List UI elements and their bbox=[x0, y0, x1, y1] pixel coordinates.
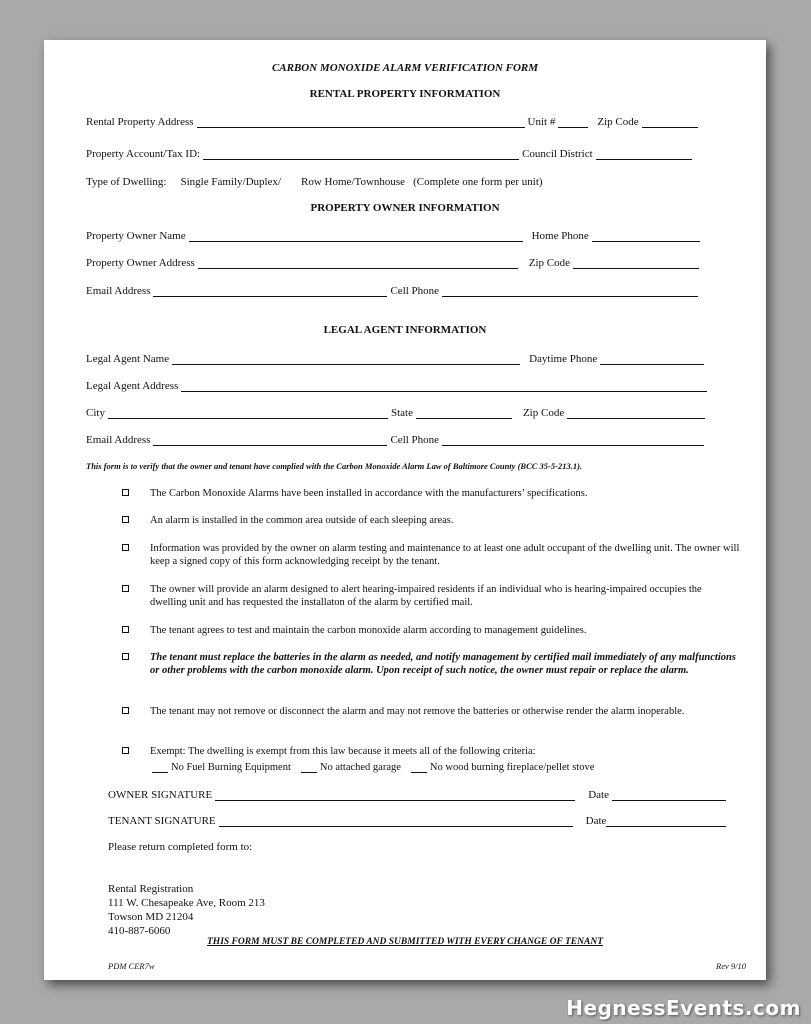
city-label: City bbox=[86, 407, 105, 419]
agent-email-field[interactable] bbox=[153, 434, 387, 446]
state-label: State bbox=[390, 407, 413, 419]
owner-signature-label: OWNER SIGNATURE bbox=[108, 789, 213, 801]
owner-email-row bbox=[86, 283, 701, 297]
owner-address-field[interactable] bbox=[198, 257, 518, 269]
checkbox[interactable] bbox=[122, 707, 129, 714]
agent-zip-field[interactable] bbox=[567, 407, 705, 419]
agent-name-label: Legal Agent Name bbox=[86, 353, 170, 365]
owner-signature-field[interactable] bbox=[215, 789, 575, 801]
dwelling-option-row[interactable]: Row Home/Townhouse bbox=[301, 176, 406, 188]
daytime-phone-field[interactable] bbox=[600, 353, 704, 365]
owner-date-field[interactable] bbox=[612, 789, 726, 801]
checkbox[interactable] bbox=[122, 516, 129, 523]
agent-cell-label: Cell Phone bbox=[390, 434, 440, 446]
agent-city-row bbox=[86, 405, 708, 419]
rental-address-label: Rental Property Address bbox=[86, 116, 194, 128]
owner-email-label: Email Address bbox=[86, 285, 151, 297]
agent-email-row bbox=[86, 432, 707, 446]
checkbox[interactable] bbox=[122, 544, 129, 551]
exempt-blank[interactable] bbox=[411, 761, 427, 773]
dwelling-row bbox=[86, 174, 543, 188]
watermark: HegnessEvents.com bbox=[566, 996, 801, 1020]
rental-address-field[interactable] bbox=[197, 116, 525, 128]
owner-zip-field[interactable] bbox=[573, 257, 699, 269]
exempt-criteria bbox=[152, 759, 594, 773]
exempt-blank[interactable] bbox=[152, 761, 168, 773]
tenant-date-field[interactable] bbox=[606, 815, 726, 827]
form-title: CARBON MONOXIDE ALARM VERIFICATION FORM bbox=[271, 62, 539, 74]
form-page: CARBON MONOXIDE ALARM VERIFICATION FORM RENTAL PROPERTY INFORMATION Rental Property Address Unit # Zip Code Property Account/Tax ID: Council District Type of Dwelling: Single Family/Duplex/ Row Home/Townhouse (Complete one form per unit) PROPERTY OWNER INFORMATION Property Owner Name Home Phone Property Owner Address Zip Code Email Address Cell Phone LEGAL AGENT INFORMATION Legal Agent Name Daytime Phone Legal Agent Address City State Zip Code Email Address Cell Phone This form is to verify that the owner and tenant have complied with the Carbon Monoxide Alarm Law of Baltimore County (BCC 35-5-213.1). The Carbon Monoxide Alarms have been installed in accordance with the manufacturers’ specifications. An alarm is installed in the common area outside of each sleeping areas. Information was provided by the owner on alarm testing and maintenance to at least one adult occupant of the dwelling unit. The owner will keep a signed copy of this form acknowledging receipt by the tenant. The owner will provide an alarm designed to alert hearing-impaired residents if an individual who is hearing-impaired occupies the dwelling unit and has requested the installaton of the alarm by certified mail. The tenant agrees to test and maintain the carbon monoxide alarm according to management guidelines. The tenant must replace the batteries in the alarm as needed, and notify management by certified mail immediately of any malfunctions or other problems with the carbon monoxide alarm. Upon receipt of such notice, the owner must repair or replace the alarm. The tenant may not remove or disconnect the alarm and may not remove the batteries or otherwise render the alarm inoperable. Exempt: The dwelling is exempt from this law because it meets all of the following criteria: No Fuel Burning Equipment No attached garage No wood burning fireplace/pellet stove OWNER SIGNATURE Date TENANT SIGNATURE Date Please return completed form to: Rental Registration 111 W. Chesapeake Ave, Room 213 Towson MD 21204 410-887-6060 THIS FORM MUST BE COMPLETED AND SUBMITTED WITH EVERY CHANGE OF TENANT PDM CER7w Rev 9/10 bbox=[44, 40, 766, 980]
tenant-signature-field[interactable] bbox=[219, 815, 573, 827]
council-label: Council District bbox=[522, 148, 593, 160]
footer-notice: THIS FORM MUST BE COMPLETED AND SUBMITTED WITH EVERY CHANGE OF TENANT bbox=[207, 937, 603, 947]
revision-label: Rev 9/10 bbox=[716, 961, 746, 971]
dwelling-label: Type of Dwelling: bbox=[86, 176, 167, 188]
agent-name-field[interactable] bbox=[172, 353, 520, 365]
owner-signature-row bbox=[108, 787, 729, 801]
agent-email-label: Email Address bbox=[86, 434, 151, 446]
tenant-date-label: Date bbox=[585, 815, 607, 827]
owner-name-field[interactable] bbox=[189, 230, 523, 242]
agent-address-row bbox=[86, 378, 710, 392]
owner-cell-field[interactable] bbox=[442, 285, 698, 297]
home-phone-label: Home Phone bbox=[531, 230, 589, 242]
rental-address-row bbox=[86, 114, 726, 128]
unit-label: Unit # bbox=[527, 116, 556, 128]
tenant-signature-label: TENANT SIGNATURE bbox=[108, 815, 216, 827]
agent-address-label: Legal Agent Address bbox=[86, 380, 179, 392]
owner-name-row bbox=[86, 228, 703, 242]
owner-date-label: Date bbox=[588, 789, 609, 801]
exempt-criterion: No Fuel Burning Equipment bbox=[171, 762, 291, 773]
form-code: PDM CER7w bbox=[108, 961, 155, 971]
agent-name-row bbox=[86, 351, 707, 365]
return-address: Rental Registration 111 W. Chesapeake Ave, Room 213 Towson MD 21204 410-887-6060 bbox=[108, 883, 265, 937]
owner-zip-label: Zip Code bbox=[528, 257, 571, 269]
checkbox[interactable] bbox=[122, 585, 129, 592]
agent-heading: LEGAL AGENT INFORMATION bbox=[323, 324, 487, 336]
rental-zip-label: Zip Code bbox=[597, 116, 639, 128]
agent-address-field[interactable] bbox=[181, 380, 707, 392]
rental-zip-field[interactable] bbox=[642, 116, 698, 128]
exempt-blank[interactable] bbox=[301, 761, 317, 773]
account-label: Property Account/Tax ID: bbox=[86, 148, 201, 160]
dwelling-note: (Complete one form per unit) bbox=[413, 176, 543, 188]
daytime-phone-label: Daytime Phone bbox=[529, 353, 598, 365]
city-field[interactable] bbox=[108, 407, 388, 419]
exempt-criterion: No attached garage bbox=[319, 762, 401, 773]
dwelling-option-single[interactable]: Single Family/Duplex/ bbox=[180, 176, 282, 188]
checkbox[interactable] bbox=[122, 653, 129, 660]
checkbox[interactable] bbox=[122, 489, 129, 496]
account-row bbox=[86, 146, 695, 160]
rental-heading: RENTAL PROPERTY INFORMATION bbox=[309, 88, 501, 100]
checkbox[interactable] bbox=[122, 626, 129, 633]
agent-cell-field[interactable] bbox=[442, 434, 704, 446]
home-phone-field[interactable] bbox=[592, 230, 700, 242]
checkbox[interactable] bbox=[122, 747, 129, 754]
compliance-notice: This form is to verify that the owner and tenant have complied with the Carbon Monoxide Alarm Law of Baltimore County (BCC 35-5-213.1). bbox=[86, 461, 583, 471]
tenant-signature-row bbox=[108, 813, 729, 827]
state-field[interactable] bbox=[416, 407, 512, 419]
unit-field[interactable] bbox=[558, 116, 588, 128]
return-instruction: Please return completed form to: bbox=[108, 841, 253, 853]
account-field[interactable] bbox=[203, 148, 519, 160]
owner-name-label: Property Owner Name bbox=[86, 230, 186, 242]
owner-cell-label: Cell Phone bbox=[390, 285, 440, 297]
owner-address-row bbox=[86, 255, 702, 269]
council-field[interactable] bbox=[596, 148, 692, 160]
owner-heading: PROPERTY OWNER INFORMATION bbox=[310, 202, 500, 214]
owner-address-label: Property Owner Address bbox=[86, 257, 195, 269]
owner-email-field[interactable] bbox=[153, 285, 387, 297]
agent-zip-label: Zip Code bbox=[522, 407, 565, 419]
exempt-criterion: No wood burning fireplace/pellet stove bbox=[429, 762, 595, 773]
